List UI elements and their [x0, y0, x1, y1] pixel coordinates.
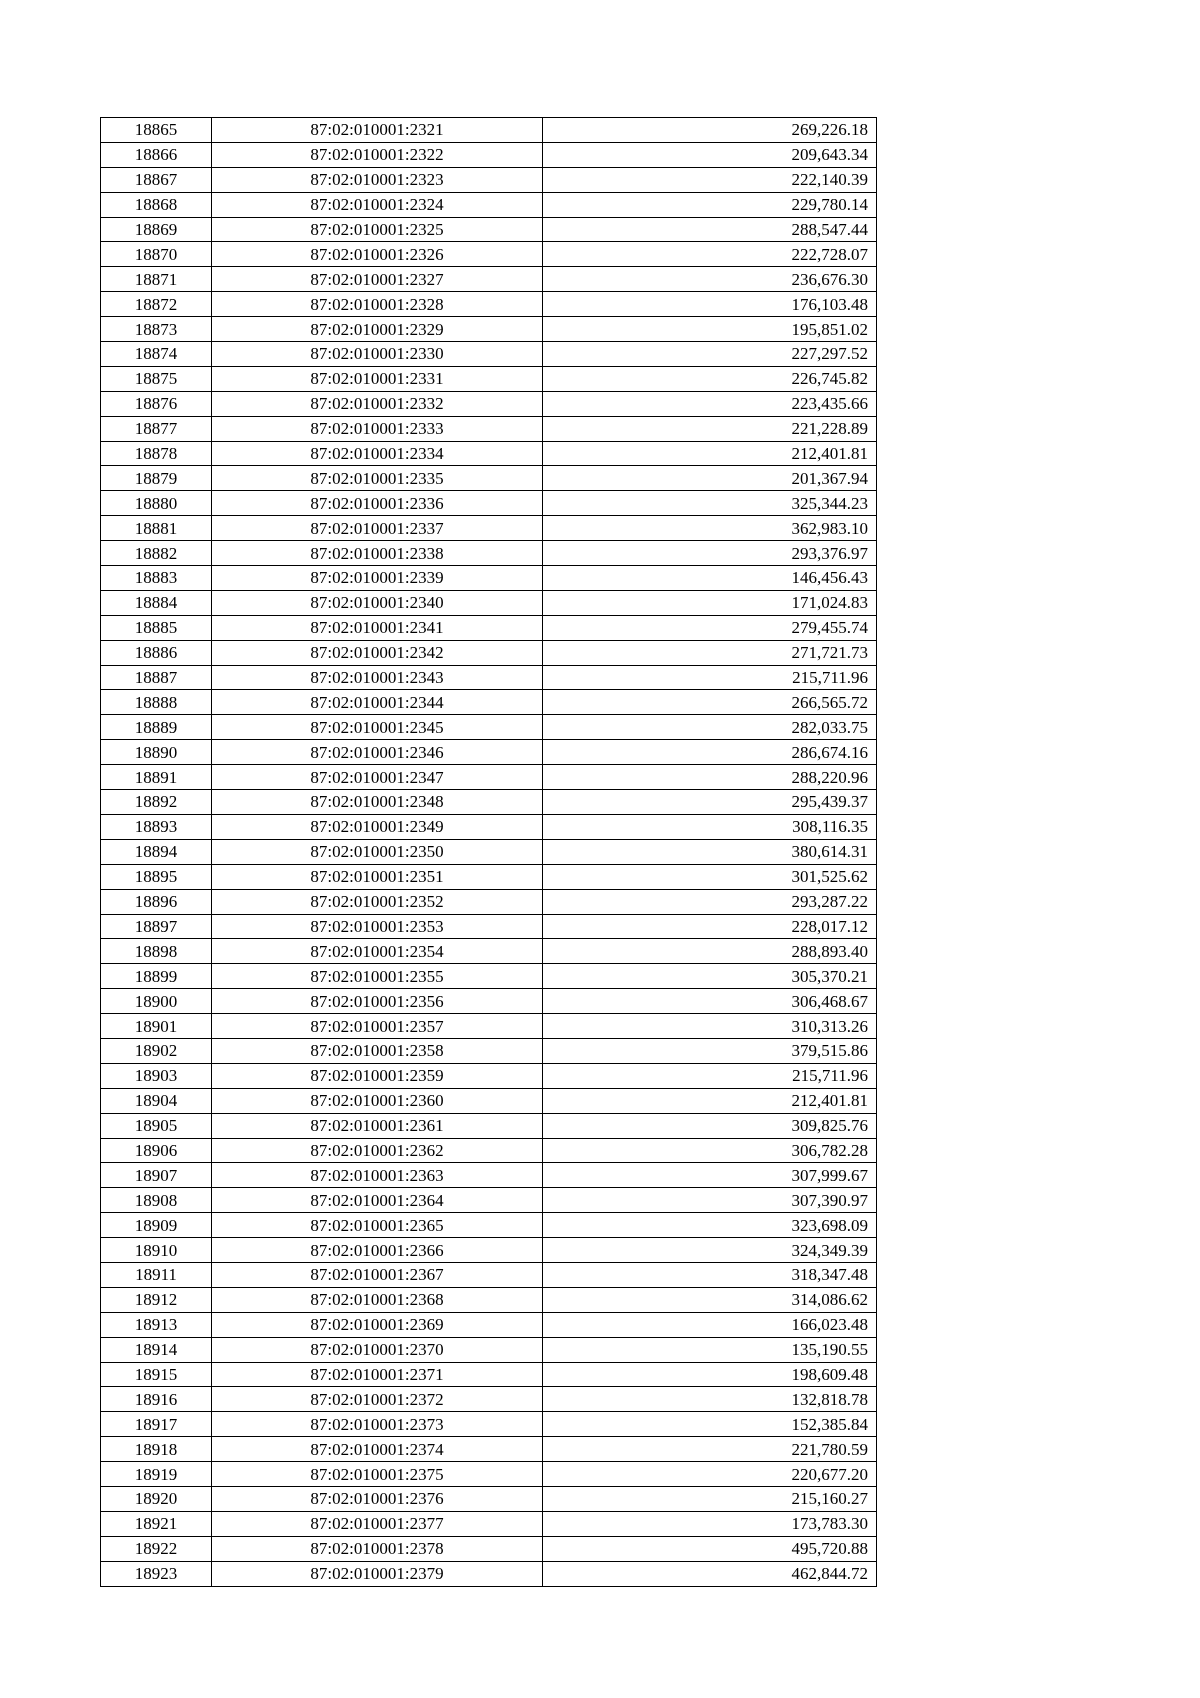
row-number-cell: 18900: [101, 989, 212, 1014]
row-number-cell: 18883: [101, 566, 212, 591]
value-cell: 306,468.67: [543, 989, 877, 1014]
table-row: [101, 665, 877, 690]
cadastral-number-cell: 87:02:010001:2377: [212, 1511, 543, 1536]
value-cell: 271,721.73: [543, 640, 877, 665]
cadastral-number-cell: 87:02:010001:2345: [212, 715, 543, 740]
table-row: [101, 1412, 877, 1437]
cadastral-number-cell: 87:02:010001:2378: [212, 1536, 543, 1561]
table-row: [101, 242, 877, 267]
value-cell: 286,674.16: [543, 740, 877, 765]
cadastral-number-cell: 87:02:010001:2336: [212, 491, 543, 516]
value-cell: 171,024.83: [543, 590, 877, 615]
table-row: [101, 914, 877, 939]
row-number-cell: 18882: [101, 541, 212, 566]
row-number-cell: 18865: [101, 118, 212, 143]
row-number-cell: 18870: [101, 242, 212, 267]
table-row: [101, 1486, 877, 1511]
row-number-cell: 18884: [101, 590, 212, 615]
cadastral-number-cell: 87:02:010001:2362: [212, 1138, 543, 1163]
row-number-cell: 18902: [101, 1038, 212, 1063]
row-number-cell: 18908: [101, 1188, 212, 1213]
table-row: [101, 615, 877, 640]
table-row: [101, 1511, 877, 1536]
table-row: [101, 1312, 877, 1337]
table-row: [101, 989, 877, 1014]
value-cell: 132,818.78: [543, 1387, 877, 1412]
value-cell: 220,677.20: [543, 1462, 877, 1487]
table-row: [101, 466, 877, 491]
cadastral-number-cell: 87:02:010001:2368: [212, 1287, 543, 1312]
row-number-cell: 18890: [101, 740, 212, 765]
cadastral-number-cell: 87:02:010001:2360: [212, 1088, 543, 1113]
row-number-cell: 18918: [101, 1437, 212, 1462]
cadastral-number-cell: 87:02:010001:2334: [212, 441, 543, 466]
cadastral-number-cell: 87:02:010001:2340: [212, 590, 543, 615]
value-cell: 305,370.21: [543, 964, 877, 989]
cadastral-number-cell: 87:02:010001:2337: [212, 516, 543, 541]
value-cell: 288,893.40: [543, 939, 877, 964]
cadastral-number-cell: 87:02:010001:2357: [212, 1014, 543, 1039]
value-cell: 495,720.88: [543, 1536, 877, 1561]
table-row: [101, 1262, 877, 1287]
table-body: [101, 118, 877, 1587]
row-number-cell: 18922: [101, 1536, 212, 1561]
table-row: [101, 541, 877, 566]
value-cell: 236,676.30: [543, 267, 877, 292]
cadastral-number-cell: 87:02:010001:2349: [212, 814, 543, 839]
cadastral-number-cell: 87:02:010001:2338: [212, 541, 543, 566]
row-number-cell: 18889: [101, 715, 212, 740]
value-cell: 215,711.96: [543, 1063, 877, 1088]
cadastral-number-cell: 87:02:010001:2332: [212, 391, 543, 416]
table-row: [101, 715, 877, 740]
row-number-cell: 18878: [101, 441, 212, 466]
table-row: [101, 142, 877, 167]
cadastral-number-cell: 87:02:010001:2348: [212, 790, 543, 815]
table-row: [101, 1213, 877, 1238]
cadastral-number-cell: 87:02:010001:2365: [212, 1213, 543, 1238]
value-cell: 229,780.14: [543, 192, 877, 217]
value-cell: 227,297.52: [543, 342, 877, 367]
table-row: [101, 1038, 877, 1063]
row-number-cell: 18881: [101, 516, 212, 541]
row-number-cell: 18923: [101, 1561, 212, 1586]
row-number-cell: 18874: [101, 342, 212, 367]
value-cell: 282,033.75: [543, 715, 877, 740]
table-row: [101, 391, 877, 416]
value-cell: 288,220.96: [543, 765, 877, 790]
value-cell: 209,643.34: [543, 142, 877, 167]
cadastral-number-cell: 87:02:010001:2341: [212, 615, 543, 640]
cadastral-number-cell: 87:02:010001:2353: [212, 914, 543, 939]
value-cell: 379,515.86: [543, 1038, 877, 1063]
value-cell: 221,780.59: [543, 1437, 877, 1462]
cadastral-number-cell: 87:02:010001:2344: [212, 690, 543, 715]
row-number-cell: 18921: [101, 1511, 212, 1536]
value-cell: 226,745.82: [543, 366, 877, 391]
data-table: [100, 117, 877, 1587]
row-number-cell: 18915: [101, 1362, 212, 1387]
cadastral-number-cell: 87:02:010001:2374: [212, 1437, 543, 1462]
row-number-cell: 18892: [101, 790, 212, 815]
table-row: [101, 765, 877, 790]
cadastral-number-cell: 87:02:010001:2371: [212, 1362, 543, 1387]
table-row: [101, 516, 877, 541]
row-number-cell: 18896: [101, 889, 212, 914]
table-row: [101, 1387, 877, 1412]
value-cell: 176,103.48: [543, 292, 877, 317]
cadastral-number-cell: 87:02:010001:2369: [212, 1312, 543, 1337]
row-number-cell: 18875: [101, 366, 212, 391]
row-number-cell: 18868: [101, 192, 212, 217]
table-row: [101, 740, 877, 765]
row-number-cell: 18888: [101, 690, 212, 715]
row-number-cell: 18893: [101, 814, 212, 839]
table-row: [101, 864, 877, 889]
value-cell: 201,367.94: [543, 466, 877, 491]
value-cell: 215,711.96: [543, 665, 877, 690]
value-cell: 135,190.55: [543, 1337, 877, 1362]
table-row: [101, 292, 877, 317]
table-row: [101, 1287, 877, 1312]
table-row: [101, 1014, 877, 1039]
value-cell: 222,140.39: [543, 167, 877, 192]
value-cell: 198,609.48: [543, 1362, 877, 1387]
table-row: [101, 366, 877, 391]
row-number-cell: 18897: [101, 914, 212, 939]
value-cell: 146,456.43: [543, 566, 877, 591]
cadastral-number-cell: 87:02:010001:2331: [212, 366, 543, 391]
value-cell: 318,347.48: [543, 1262, 877, 1287]
cadastral-number-cell: 87:02:010001:2333: [212, 416, 543, 441]
value-cell: 288,547.44: [543, 217, 877, 242]
table-row: [101, 590, 877, 615]
value-cell: 308,116.35: [543, 814, 877, 839]
row-number-cell: 18879: [101, 466, 212, 491]
row-number-cell: 18867: [101, 167, 212, 192]
cadastral-number-cell: 87:02:010001:2325: [212, 217, 543, 242]
value-cell: 212,401.81: [543, 1088, 877, 1113]
row-number-cell: 18911: [101, 1262, 212, 1287]
cadastral-number-cell: 87:02:010001:2321: [212, 118, 543, 143]
cadastral-number-cell: 87:02:010001:2330: [212, 342, 543, 367]
cadastral-number-cell: 87:02:010001:2335: [212, 466, 543, 491]
table-row: [101, 167, 877, 192]
table-row: [101, 1238, 877, 1263]
cadastral-number-cell: 87:02:010001:2354: [212, 939, 543, 964]
cadastral-number-cell: 87:02:010001:2366: [212, 1238, 543, 1263]
value-cell: 228,017.12: [543, 914, 877, 939]
row-number-cell: 18869: [101, 217, 212, 242]
cadastral-number-cell: 87:02:010001:2347: [212, 765, 543, 790]
table-row: [101, 964, 877, 989]
cadastral-number-cell: 87:02:010001:2327: [212, 267, 543, 292]
cadastral-number-cell: 87:02:010001:2372: [212, 1387, 543, 1412]
table-row: [101, 491, 877, 516]
table-row: [101, 566, 877, 591]
table-row: [101, 1163, 877, 1188]
table-row: [101, 889, 877, 914]
cadastral-number-cell: 87:02:010001:2343: [212, 665, 543, 690]
row-number-cell: 18895: [101, 864, 212, 889]
row-number-cell: 18916: [101, 1387, 212, 1412]
cadastral-number-cell: 87:02:010001:2364: [212, 1188, 543, 1213]
row-number-cell: 18876: [101, 391, 212, 416]
table-row: [101, 640, 877, 665]
value-cell: 195,851.02: [543, 317, 877, 342]
table-row: [101, 1437, 877, 1462]
value-cell: 173,783.30: [543, 1511, 877, 1536]
value-cell: 293,376.97: [543, 541, 877, 566]
table-row: [101, 1088, 877, 1113]
table-row: [101, 192, 877, 217]
value-cell: 269,226.18: [543, 118, 877, 143]
cadastral-number-cell: 87:02:010001:2358: [212, 1038, 543, 1063]
table-row: [101, 1462, 877, 1487]
value-cell: 323,698.09: [543, 1213, 877, 1238]
row-number-cell: 18877: [101, 416, 212, 441]
table-row: [101, 342, 877, 367]
row-number-cell: 18919: [101, 1462, 212, 1487]
table-row: [101, 839, 877, 864]
table-row: [101, 690, 877, 715]
table-row: [101, 441, 877, 466]
row-number-cell: 18886: [101, 640, 212, 665]
cadastral-number-cell: 87:02:010001:2342: [212, 640, 543, 665]
cadastral-number-cell: 87:02:010001:2373: [212, 1412, 543, 1437]
cadastral-number-cell: 87:02:010001:2339: [212, 566, 543, 591]
row-number-cell: 18891: [101, 765, 212, 790]
row-number-cell: 18913: [101, 1312, 212, 1337]
value-cell: 309,825.76: [543, 1113, 877, 1138]
row-number-cell: 18901: [101, 1014, 212, 1039]
row-number-cell: 18910: [101, 1238, 212, 1263]
value-cell: 307,999.67: [543, 1163, 877, 1188]
value-cell: 221,228.89: [543, 416, 877, 441]
row-number-cell: 18899: [101, 964, 212, 989]
table-row: [101, 939, 877, 964]
row-number-cell: 18906: [101, 1138, 212, 1163]
row-number-cell: 18873: [101, 317, 212, 342]
value-cell: 152,385.84: [543, 1412, 877, 1437]
table-row: [101, 790, 877, 815]
value-cell: 362,983.10: [543, 516, 877, 541]
table-row: [101, 1063, 877, 1088]
cadastral-number-cell: 87:02:010001:2359: [212, 1063, 543, 1088]
cadastral-number-cell: 87:02:010001:2361: [212, 1113, 543, 1138]
row-number-cell: 18907: [101, 1163, 212, 1188]
row-number-cell: 18871: [101, 267, 212, 292]
cadastral-number-cell: 87:02:010001:2351: [212, 864, 543, 889]
value-cell: 293,287.22: [543, 889, 877, 914]
cadastral-number-cell: 87:02:010001:2363: [212, 1163, 543, 1188]
cadastral-number-cell: 87:02:010001:2375: [212, 1462, 543, 1487]
row-number-cell: 18887: [101, 665, 212, 690]
row-number-cell: 18880: [101, 491, 212, 516]
table-row: [101, 1561, 877, 1586]
cadastral-number-cell: 87:02:010001:2346: [212, 740, 543, 765]
table-row: [101, 1138, 877, 1163]
row-number-cell: 18905: [101, 1113, 212, 1138]
cadastral-number-cell: 87:02:010001:2352: [212, 889, 543, 914]
row-number-cell: 18904: [101, 1088, 212, 1113]
value-cell: 307,390.97: [543, 1188, 877, 1213]
table-row: [101, 217, 877, 242]
value-cell: 223,435.66: [543, 391, 877, 416]
value-cell: 301,525.62: [543, 864, 877, 889]
table-row: [101, 1188, 877, 1213]
value-cell: 314,086.62: [543, 1287, 877, 1312]
cadastral-number-cell: 87:02:010001:2379: [212, 1561, 543, 1586]
row-number-cell: 18885: [101, 615, 212, 640]
cadastral-number-cell: 87:02:010001:2376: [212, 1486, 543, 1511]
cadastral-number-cell: 87:02:010001:2370: [212, 1337, 543, 1362]
table-row: [101, 1337, 877, 1362]
table-row: [101, 1113, 877, 1138]
cadastral-number-cell: 87:02:010001:2328: [212, 292, 543, 317]
value-cell: 212,401.81: [543, 441, 877, 466]
cadastral-number-cell: 87:02:010001:2323: [212, 167, 543, 192]
row-number-cell: 18903: [101, 1063, 212, 1088]
table-row: [101, 118, 877, 143]
value-cell: 310,313.26: [543, 1014, 877, 1039]
table-row: [101, 814, 877, 839]
value-cell: 279,455.74: [543, 615, 877, 640]
value-cell: 222,728.07: [543, 242, 877, 267]
value-cell: 325,344.23: [543, 491, 877, 516]
row-number-cell: 18912: [101, 1287, 212, 1312]
cadastral-number-cell: 87:02:010001:2324: [212, 192, 543, 217]
table-row: [101, 1536, 877, 1561]
cadastral-number-cell: 87:02:010001:2356: [212, 989, 543, 1014]
cadastral-number-cell: 87:02:010001:2326: [212, 242, 543, 267]
table-row: [101, 317, 877, 342]
value-cell: 166,023.48: [543, 1312, 877, 1337]
row-number-cell: 18909: [101, 1213, 212, 1238]
value-cell: 462,844.72: [543, 1561, 877, 1586]
row-number-cell: 18898: [101, 939, 212, 964]
cadastral-number-cell: 87:02:010001:2367: [212, 1262, 543, 1287]
row-number-cell: 18917: [101, 1412, 212, 1437]
value-cell: 215,160.27: [543, 1486, 877, 1511]
row-number-cell: 18894: [101, 839, 212, 864]
value-cell: 324,349.39: [543, 1238, 877, 1263]
cadastral-number-cell: 87:02:010001:2322: [212, 142, 543, 167]
cadastral-number-cell: 87:02:010001:2355: [212, 964, 543, 989]
row-number-cell: 18872: [101, 292, 212, 317]
value-cell: 295,439.37: [543, 790, 877, 815]
row-number-cell: 18920: [101, 1486, 212, 1511]
cadastral-number-cell: 87:02:010001:2329: [212, 317, 543, 342]
cadastral-number-cell: 87:02:010001:2350: [212, 839, 543, 864]
value-cell: 306,782.28: [543, 1138, 877, 1163]
row-number-cell: 18866: [101, 142, 212, 167]
table-row: [101, 267, 877, 292]
value-cell: 380,614.31: [543, 839, 877, 864]
row-number-cell: 18914: [101, 1337, 212, 1362]
table-row: [101, 1362, 877, 1387]
table-row: [101, 416, 877, 441]
value-cell: 266,565.72: [543, 690, 877, 715]
